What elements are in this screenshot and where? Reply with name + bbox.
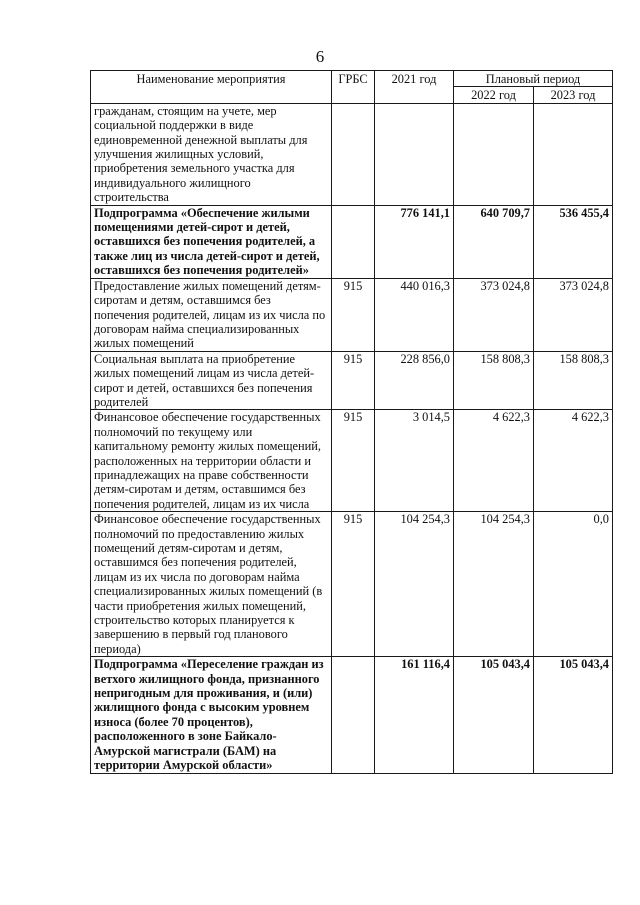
cell-grbs	[332, 657, 375, 773]
cell-name: Предоставление жилых помещений детям-сиротам и детям, оставшимся без попечения родителей, лицам из их числа по договорам найма специализированных жилых помещений	[91, 278, 332, 351]
cell-name: гражданам, стоящим на учете, мер социальной поддержки в виде единовременной денежной выплаты для улучшения жилищных условий, приобретения земельного участка для индивидуального жилищного строительства	[91, 103, 332, 205]
cell-2021	[375, 103, 454, 205]
cell-2022: 4 622,3	[454, 410, 534, 512]
header-2022: 2022 год	[454, 87, 534, 103]
cell-2023: 536 455,4	[534, 205, 613, 278]
cell-name: Социальная выплата на приобретение жилых помещений лицам из числа детей-сирот и детей, оставшихся без попечения родителей	[91, 351, 332, 410]
cell-2022: 640 709,7	[454, 205, 534, 278]
cell-2023: 4 622,3	[534, 410, 613, 512]
cell-2021: 776 141,1	[375, 205, 454, 278]
table-row	[91, 410, 613, 512]
cell-2023: 158 808,3	[534, 351, 613, 410]
cell-grbs	[332, 103, 375, 205]
cell-grbs: 915	[332, 512, 375, 657]
header-grbs: ГРБС	[332, 71, 375, 104]
cell-2022: 104 254,3	[454, 512, 534, 657]
page-number: 6	[315, 47, 325, 66]
cell-2023: 0,0	[534, 512, 613, 657]
cell-grbs: 915	[332, 410, 375, 512]
table-row	[91, 205, 613, 278]
cell-2023	[534, 103, 613, 205]
cell-2022: 158 808,3	[454, 351, 534, 410]
cell-name: Финансовое обеспечение государственных полномочий по предоставлению жилых помещений детям-сиротам и детям, оставшимся без попечения родителей, лицам из их числа по договорам найма специализированных жилых помещений (в части приобретения жилых помещений, строительство которых планируется к завершению в первый год планового периода)	[91, 512, 332, 657]
budget-table	[90, 70, 613, 774]
cell-2021: 104 254,3	[375, 512, 454, 657]
cell-2023: 373 024,8	[534, 278, 613, 351]
table-row	[91, 278, 613, 351]
cell-2021: 3 014,5	[375, 410, 454, 512]
header-2023: 2023 год	[534, 87, 613, 103]
table-row	[91, 512, 613, 657]
cell-2022: 373 024,8	[454, 278, 534, 351]
header-planned-period: Плановый период	[454, 71, 613, 87]
cell-2021: 228 856,0	[375, 351, 454, 410]
header-2021: 2021 год	[375, 71, 454, 104]
table-row	[91, 351, 613, 410]
cell-2021: 161 116,4	[375, 657, 454, 773]
header-name: Наименование мероприятия	[91, 71, 332, 104]
cell-2022: 105 043,4	[454, 657, 534, 773]
cell-grbs: 915	[332, 351, 375, 410]
cell-2022	[454, 103, 534, 205]
cell-2023: 105 043,4	[534, 657, 613, 773]
cell-2021: 440 016,3	[375, 278, 454, 351]
cell-name: Подпрограмма «Обеспечение жилыми помещениями детей-сирот и детей, оставшихся без попечения родителей, а также лиц из числа детей-сирот и детей, оставшихся без попечения родителей»	[91, 205, 332, 278]
cell-name: Подпрограмма «Переселение граждан из ветхого жилищного фонда, признанного непригодным для проживания, и (или) жилищного фонда с высоким уровнем износа (более 70 процентов), расположенного в зоне Байкало-Амурской магистрали (БАМ) на территории Амурской области»	[91, 657, 332, 773]
table-row	[91, 103, 613, 205]
table-row	[91, 657, 613, 773]
cell-name: Финансовое обеспечение государственных полномочий по текущему или капитальному ремонту жилых помещений, расположенных на территории области и принадлежащих на праве собственности детям-сиротам и детям, оставшимся без попечения родителей, лицам из их числа	[91, 410, 332, 512]
cell-grbs	[332, 205, 375, 278]
cell-grbs: 915	[332, 278, 375, 351]
